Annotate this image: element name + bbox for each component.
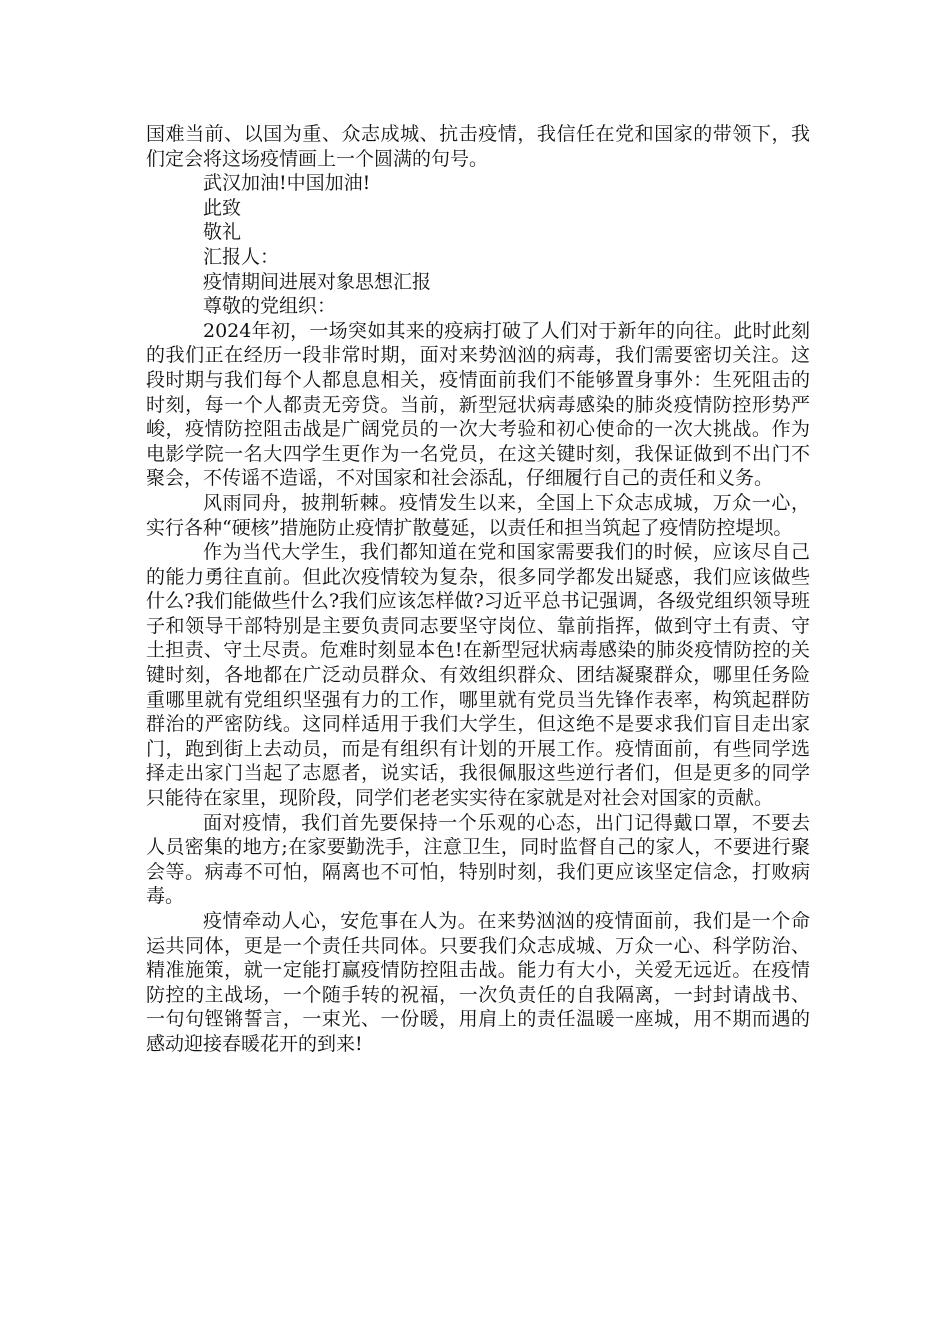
paragraph-closing-cizhi: 此致 [203,196,242,219]
paragraph-body-1: 2024年初，一场突如其来的疫病打破了人们对于新年的向往。此时此刻的我们正在经历一段非常时期，面对来势汹汹的病毒，我们需要密切关注。这段时期与我们每个人都息息相关，疫情面前我们不能够置身事外：生死阻击的时刻，每一个人都责无旁贷。当前，新型冠状病毒感染的肺炎疫情防控形势严峻，疫情防控阻击战是广阔党员的一次大考验和初心使命的一次大挑战。作为电影学院一名大四学生更作为一名党员，在这关键时刻，我保证做到不出门不聚会，不传谣不造谣，不对国家和社会添乱，仔细履行自己的责任和义务。 [146,319,810,490]
paragraph-salutation: 尊敬的党组织： [203,295,337,318]
paragraph-slogan: 武汉加油!中国加油! [203,172,371,195]
paragraph-reporter: 汇报人： [203,245,280,268]
paragraph-body-2: 风雨同舟，披荆斩棘。疫情发生以来，全国上下众志成城，万众一心，实行各种“硬核”措施防止疫情扩散蔓延，以责任和担当筑起了疫情防控堤坝。 [146,491,810,539]
paragraph-closing-jingli: 敬礼 [203,221,242,244]
paragraph-body-5: 疫情牵动人心，安危事在人为。在来势汹汹的疫情面前，我们是一个命运共同体，更是一个责任共同体。只要我们众志成城、万众一心、科学防治、精准施策，就一定能打赢疫情防控阻击战。能力有大小，关爱无远近。在疫情防控的主战场，一个随手转的祝福，一次负责任的自我隔离，一封封请战书、一句句铿锵誓言，一束光、一份暖，用肩上的责任温暖一座城，用不期而遇的感动迎接春暖花开的到来! [146,910,810,1055]
paragraph-opening-conclusion: 国难当前、以国为重、众志成城、抗击疫情，我信任在党和国家的带领下，我们定会将这场疫情画上一个圆满的句号。 [146,123,810,170]
document-body [146,122,810,1057]
paragraph-body-3: 作为当代大学生，我们都知道在党和国家需要我们的时候，应该尽自己的能力勇往直前。但此次疫情较为复杂，很多同学都发出疑惑，我们应该做些什么?我们能做些什么?我们应该怎样做?习近平总书记强调，各级党组织领导班子和领导干部特别是主要负责同志要坚守岗位、靠前指挥，做到守土有责、守土担责、守土尽责。危难时刻显本色!在新型冠状病毒感染的肺炎疫情防控的关键时刻，各地都在广泛动员群众、有效组织群众、团结凝聚群众，哪里任务险重哪里就有党组织坚强有力的工作，哪里就有党员当先锋作表率，构筑起群防群治的严密防线。这同样适用于我们大学生，但这绝不是要求我们盲目走出家门，跑到街上去动员，而是有组织有计划的开展工作。疫情面前，有些同学选择走出家门当起了志愿者，说实话，我很佩服这些逆行者们，但是更多的同学只能待在家里，现阶段，同学们老老实实待在家就是对社会对国家的贡献。 [146,541,810,810]
paragraph-body-4: 面对疫情，我们首先要保持一个乐观的心态，出门记得戴口罩，不要去人员密集的地方;在家要勤洗手，注意卫生，同时监督自己的家人，不要进行聚会等。病毒不可怕，隔离也不可怕，特别时刻，我们更应该坚定信念，打败病毒。 [146,811,810,908]
document-title: 疫情期间进展对象思想汇报 [203,270,432,293]
